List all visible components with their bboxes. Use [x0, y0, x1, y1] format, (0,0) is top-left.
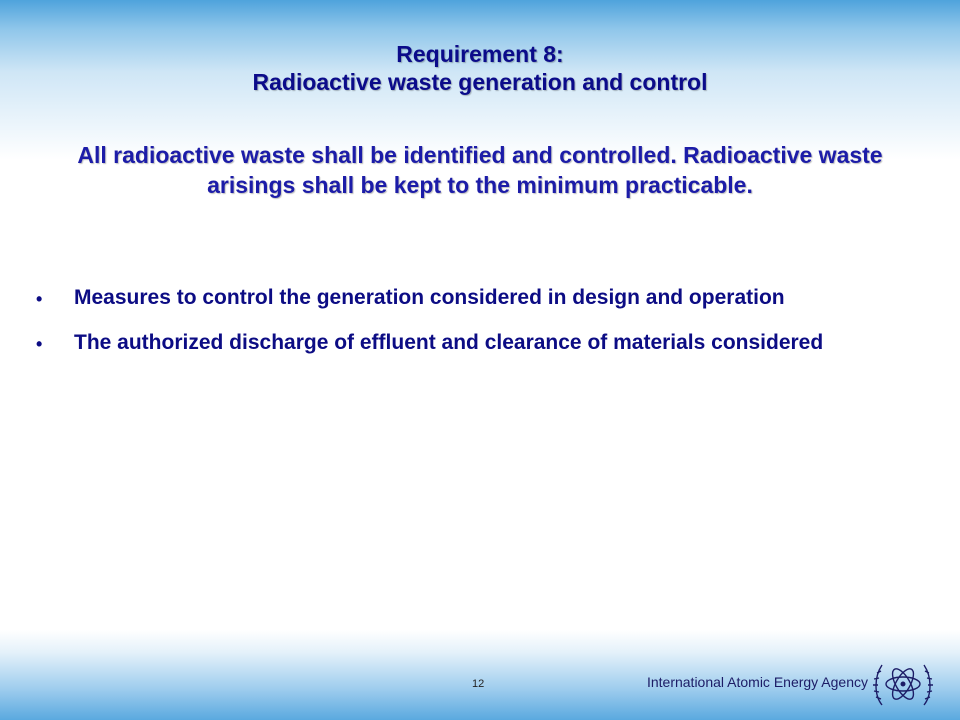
bullet-dot-icon: •: [36, 289, 43, 309]
bullet-list: [34, 283, 874, 373]
page-number: 12: [472, 678, 485, 690]
slide-title: [0, 40, 960, 96]
requirement-statement: All radioactive waste shall be identified and controlled. Radioactive waste arisings shall be kept to the minimum practicable.: [77, 142, 883, 198]
bullet-text: Measures to control the generation considered in design and operation: [74, 286, 785, 309]
bullet-dot-icon: •: [36, 334, 43, 354]
bullet-text: The authorized discharge of effluent and clearance of materials considered: [74, 331, 824, 354]
agency-name: International Atomic Energy Agency: [646, 674, 868, 690]
title-line-2: Radioactive waste generation and control: [252, 69, 708, 95]
iaea-emblem-icon: [872, 655, 934, 711]
title-line-1: Requirement 8:: [396, 41, 564, 67]
bullet-item: [34, 283, 874, 312]
bullet-item: [34, 328, 874, 357]
